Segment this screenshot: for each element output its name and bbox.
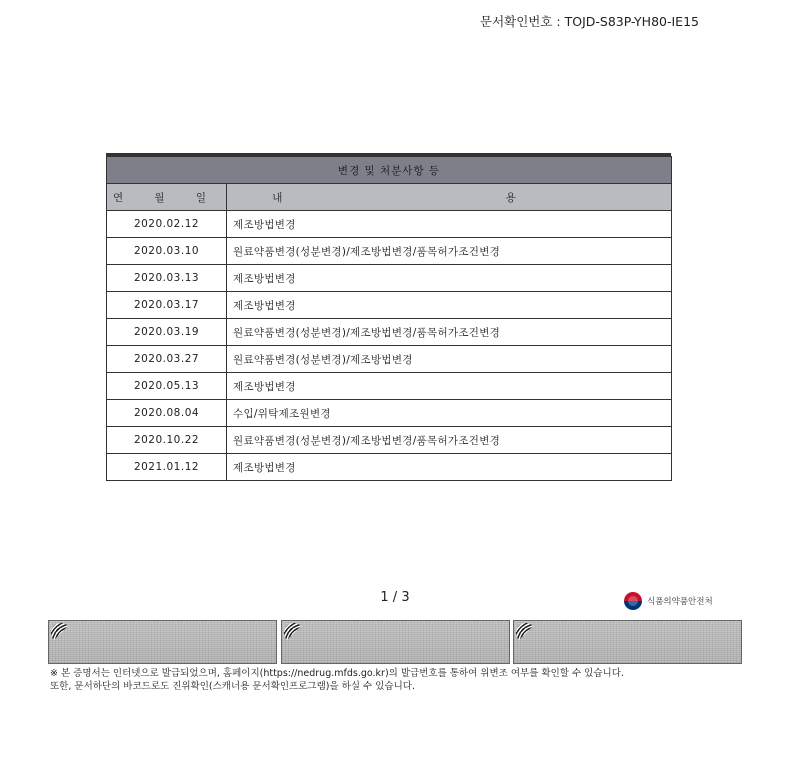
table-row: [107, 346, 672, 373]
row-date: 2020.03.10: [107, 238, 227, 265]
changes-table-container: [106, 153, 671, 481]
agency-logo: [624, 590, 744, 612]
note-line-2: 또한, 문서하단의 바코드로도 진위확인(스캐너용 문서확인프로그램)을 하실 수 있습니다.: [50, 681, 415, 692]
table-title: 변경 및 처분사항 등: [107, 157, 672, 184]
row-date: 2020.05.13: [107, 373, 227, 400]
table-row: [107, 454, 672, 481]
barcode-3: [513, 620, 742, 664]
row-date: 2020.03.27: [107, 346, 227, 373]
changes-table: [106, 156, 672, 481]
table-row: [107, 400, 672, 427]
row-date: 2020.03.19: [107, 319, 227, 346]
page-number: 1 / 3: [380, 590, 410, 605]
row-date: 2020.02.12: [107, 211, 227, 238]
row-content: 원료약품변경(성분변경)/제조방법변경/품목허가조건변경: [227, 238, 672, 265]
table-row: [107, 238, 672, 265]
table-title-row: [107, 157, 672, 184]
table-row: [107, 373, 672, 400]
row-date: 2020.03.17: [107, 292, 227, 319]
row-content: 제조방법변경: [227, 373, 672, 400]
barcode-mark-icon: [284, 623, 304, 643]
note-line-1: ※ 본 증명서는 인터넷으로 발급되었으며, 홈페이지(https://nedrug.mfds.go.kr)의 발급번호를 통하여 위변조 여부를 확인할 수 있습니다.: [50, 668, 624, 679]
row-content: 원료약품변경(성분변경)/제조방법변경/품목허가조건변경: [227, 319, 672, 346]
row-date: 2020.03.13: [107, 265, 227, 292]
column-header-date: 연 월 일: [107, 184, 227, 211]
row-date: 2020.10.22: [107, 427, 227, 454]
row-content: 제조방법변경: [227, 292, 672, 319]
barcode-2: [281, 620, 510, 664]
barcode-1: [48, 620, 277, 664]
table-row: [107, 427, 672, 454]
row-content: 제조방법변경: [227, 265, 672, 292]
table-row: [107, 292, 672, 319]
table-row: [107, 319, 672, 346]
document-number: 문서확인번호 : TOJD-S83P-YH80-IE15: [480, 14, 699, 29]
row-content: 원료약품변경(성분변경)/제조방법변경/품목허가조건변경: [227, 427, 672, 454]
row-date: 2020.08.04: [107, 400, 227, 427]
verification-note: [50, 667, 750, 693]
taegeuk-emblem-icon: [624, 592, 642, 610]
agency-name: 식품의약품안전처: [647, 597, 713, 607]
row-content: 제조방법변경: [227, 454, 672, 481]
column-header-content: 내 용: [227, 184, 672, 211]
row-content: 수입/위탁제조원변경: [227, 400, 672, 427]
barcode-mark-icon: [51, 623, 71, 643]
row-date: 2021.01.12: [107, 454, 227, 481]
table-row: [107, 265, 672, 292]
table-row: [107, 211, 672, 238]
table-header-row: [107, 184, 672, 211]
row-content: 제조방법변경: [227, 211, 672, 238]
barcode-mark-icon: [516, 623, 536, 643]
row-content: 원료약품변경(성분변경)/제조방법변경: [227, 346, 672, 373]
